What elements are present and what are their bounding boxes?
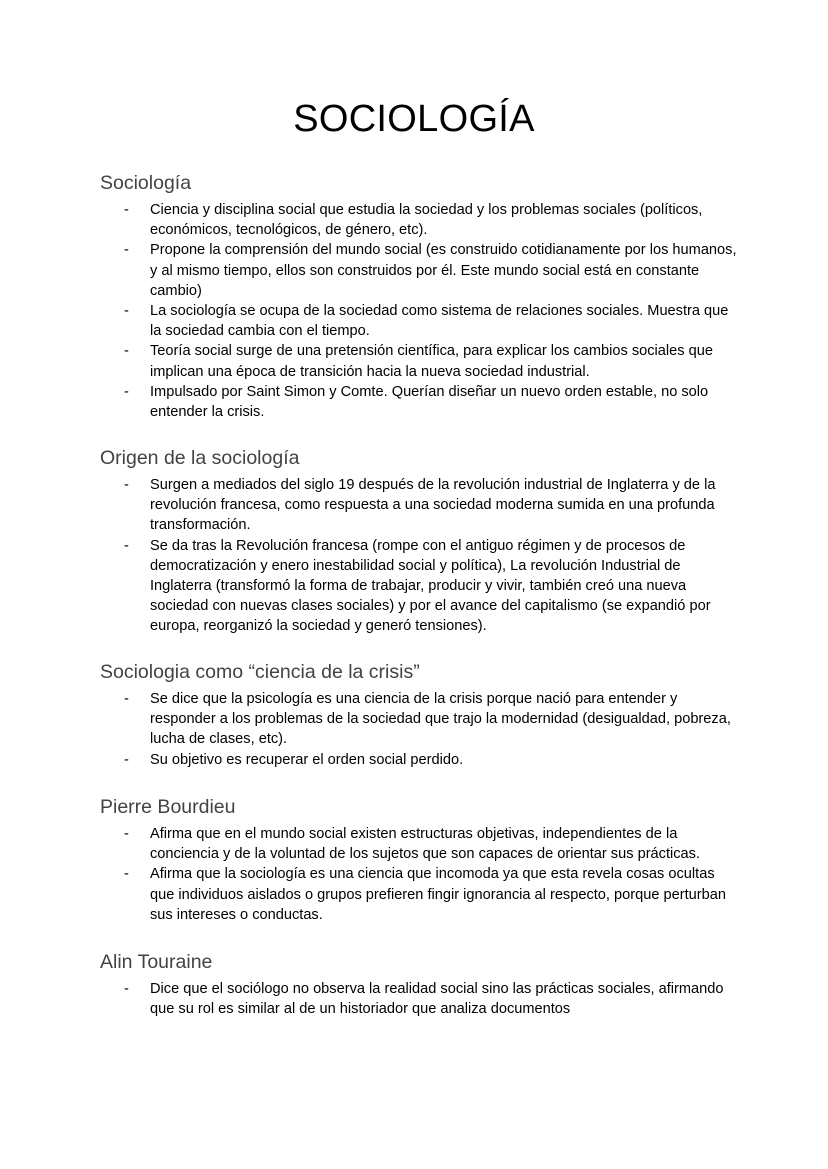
list-item: - La sociología se ocupa de la sociedad como sistema de relaciones sociales. Muestra que la sociedad cambia con el tiempo. bbox=[124, 303, 729, 340]
section-touraine bbox=[100, 949, 740, 1019]
section-heading: Alin Touraine bbox=[100, 951, 213, 973]
dash-bullet: - bbox=[124, 343, 129, 360]
list-item: - Afirma que la sociología es una ciencia que incomoda ya que esta revela cosas ocultas que individuos aislados o grupos prefieren fingir ignorancia al respecto, porque perturban sus intereses o conductas. bbox=[124, 866, 727, 923]
section-bourdieu bbox=[100, 794, 740, 925]
section-sociologia bbox=[100, 170, 740, 422]
dash-bullet: - bbox=[124, 751, 129, 768]
list-item: - Se dice que la psicología es una ciencia de la crisis porque nació para entender y responder a los problemas de la sociedad que trajo la modernidad (desigualdad, pobreza, lucha de clases, etc). bbox=[124, 691, 731, 748]
section-heading: Sociología bbox=[100, 172, 192, 194]
list-item: - Afirma que en el mundo social existen estructuras objetivas, independientes de la conciencia y de la voluntad de los sujetos que son capaces de orientar sus prácticas. bbox=[124, 826, 701, 863]
dash-bullet: - bbox=[124, 981, 129, 997]
list-item: - Se da tras la Revolución francesa (rompe con el antiguo régimen y de procesos de democratización y enero inestabilidad social y política), La revolución Industrial de Inglaterra (transformó la forma de trabajar, producir y vivir, también creó una nueva sociedad con nuevas clases sociales) y por el avance del capitalismo (se expandió por europa, reorganizó la sociedad y generó tensiones). bbox=[124, 537, 711, 635]
list-item: - Propone la comprensión del mundo social (es construido cotidianamente por los humanos, y al mismo tiempo, ellos son construidos por él. Este mundo social está en constante cambio) bbox=[124, 242, 737, 299]
bullet-list bbox=[100, 824, 740, 925]
section-origen bbox=[100, 445, 740, 637]
dash-bullet: - bbox=[124, 691, 129, 707]
list-item: - Dice que el sociólogo no observa la realidad social sino las prácticas sociales, afirmando que su rol es similar al de un historiador que analiza documentos bbox=[124, 981, 724, 1018]
bullet-list bbox=[100, 200, 740, 422]
dash-bullet: - bbox=[124, 202, 129, 218]
list-item: - Su objetivo es recuperar el orden social perdido. bbox=[100, 750, 740, 770]
bullet-list bbox=[100, 979, 740, 1019]
section-heading: Pierre Bourdieu bbox=[100, 796, 236, 818]
dash-bullet: - bbox=[124, 242, 129, 259]
dash-bullet: - bbox=[124, 826, 129, 842]
page-title: SOCIOLOGÍA bbox=[293, 98, 535, 140]
dash-bullet: - bbox=[124, 303, 129, 320]
dash-bullet: - bbox=[124, 866, 129, 883]
list-item: - Teoría social surge de una pretensión científica, para explicar los cambios sociales que implican una época de transición hacia la nueva sociedad industrial. bbox=[124, 343, 713, 380]
bullet-list bbox=[100, 475, 740, 637]
section-heading: Origen de la sociología bbox=[100, 447, 300, 469]
dash-bullet: - bbox=[124, 477, 129, 493]
bullet-list bbox=[100, 689, 740, 770]
section-heading: Sociologia como “ciencia de la crisis” bbox=[100, 661, 420, 683]
dash-bullet: - bbox=[124, 383, 129, 400]
list-item: - Ciencia y disciplina social que estudia la sociedad y los problemas sociales (políticos, económicos, tecnológicos, de género, etc). bbox=[124, 202, 703, 239]
section-ciencia-crisis bbox=[100, 659, 740, 770]
list-item: - Impulsado por Saint Simon y Comte. Querían diseñar un nuevo orden estable, no solo entender la crisis. bbox=[124, 383, 709, 421]
list-item: - Surgen a mediados del siglo 19 después de la revolución industrial de Inglaterra y de la revolución francesa, como respuesta a una sociedad moderna sumida en una profunda transformación. bbox=[124, 477, 716, 534]
dash-bullet: - bbox=[124, 537, 129, 554]
